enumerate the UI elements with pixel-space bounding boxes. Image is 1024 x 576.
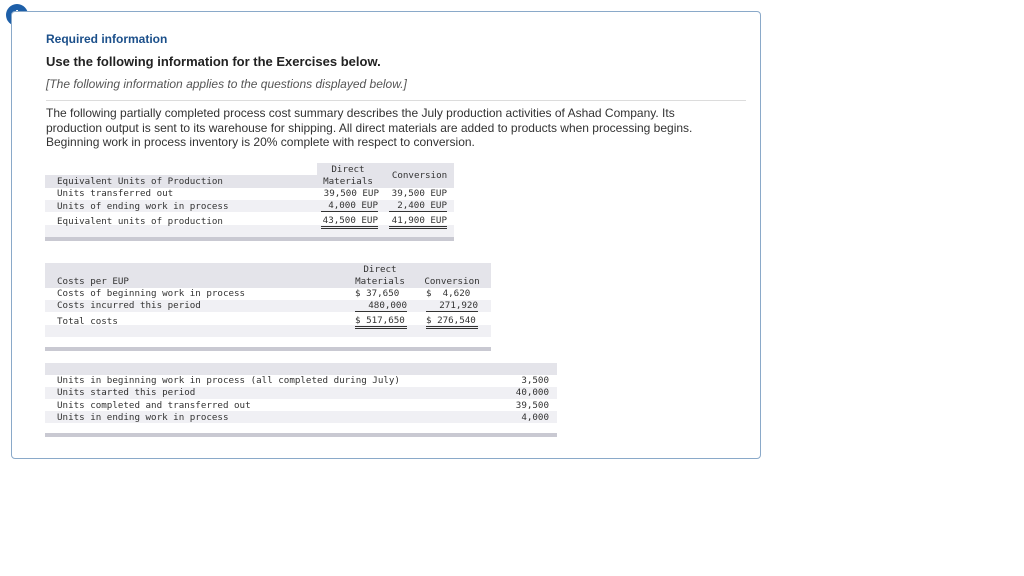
eup-row-label: Units of ending work in process — [57, 201, 229, 212]
eup-col-conversion: Conversion — [391, 170, 448, 181]
cost-col-dm-line1: Direct — [363, 264, 397, 275]
eup-row-dm: 39,500 EUP — [323, 188, 379, 199]
cost-row-dm: 480,000 — [355, 300, 407, 312]
cost-row-dm: $ 37,650 — [355, 288, 400, 299]
problem-description: The following partially completed process cost summary describes the July production activities of Ashad Company. Its production output is sent to its warehouse for shipping. All direct materials are added to products when processing begins. Beginning work in process inventory is 20% complete with respect to conversion. — [46, 106, 693, 149]
cost-col-conversion: Conversion — [424, 276, 480, 287]
cost-table — [45, 263, 491, 353]
eup-row-conv: 2,400 EUP — [389, 200, 447, 212]
cost-row-conv: $ 4,620 — [426, 288, 471, 299]
units-row-value: 3,500 — [521, 375, 549, 386]
eup-row-conv: 41,900 EUP — [389, 215, 447, 229]
eup-col-dm-line2: Materials — [323, 176, 373, 187]
eup-row-dm: 43,500 EUP — [321, 215, 378, 229]
units-row-value: 40,000 — [515, 387, 549, 398]
use-info-heading: Use the following information for the Exercises below. — [46, 54, 381, 69]
eup-col-dm-line1: Direct — [331, 164, 365, 175]
cost-row-dm: $ 517,650 — [355, 315, 407, 329]
eup-row-label: Units transferred out — [57, 188, 174, 199]
units-row-label: Units started this period — [57, 387, 196, 398]
units-row-label: Units in beginning work in process (all completed during July) — [57, 375, 400, 386]
cost-row-conv: 271,920 — [426, 300, 478, 312]
info-card — [11, 11, 761, 459]
eup-row-label: Equivalent units of production — [57, 216, 223, 227]
eup-row-dm: 4,000 EUP — [321, 200, 378, 212]
units-row-label: Units in ending work in process — [57, 412, 229, 423]
divider — [46, 100, 746, 101]
eup-table-title: Equivalent Units of Production — [57, 176, 223, 187]
cost-row-conv: $ 276,540 — [426, 315, 478, 329]
cost-table-title: Costs per EUP — [57, 276, 129, 287]
eup-table — [45, 163, 454, 243]
cost-row-label: Total costs — [57, 316, 118, 327]
eup-row-conv: 39,500 EUP — [391, 188, 447, 199]
required-information-title: Required information — [46, 32, 168, 46]
units-row-value: 4,000 — [521, 412, 549, 423]
cost-col-dm-line2: Materials — [355, 276, 405, 287]
applies-note: [The following information applies to the questions displayed below.] — [46, 77, 407, 91]
cost-row-label: Costs incurred this period — [57, 300, 201, 311]
units-row-value: 39,500 — [515, 400, 549, 411]
units-row-label: Units completed and transferred out — [57, 400, 251, 411]
units-table — [45, 363, 557, 437]
cost-row-label: Costs of beginning work in process — [57, 288, 246, 299]
